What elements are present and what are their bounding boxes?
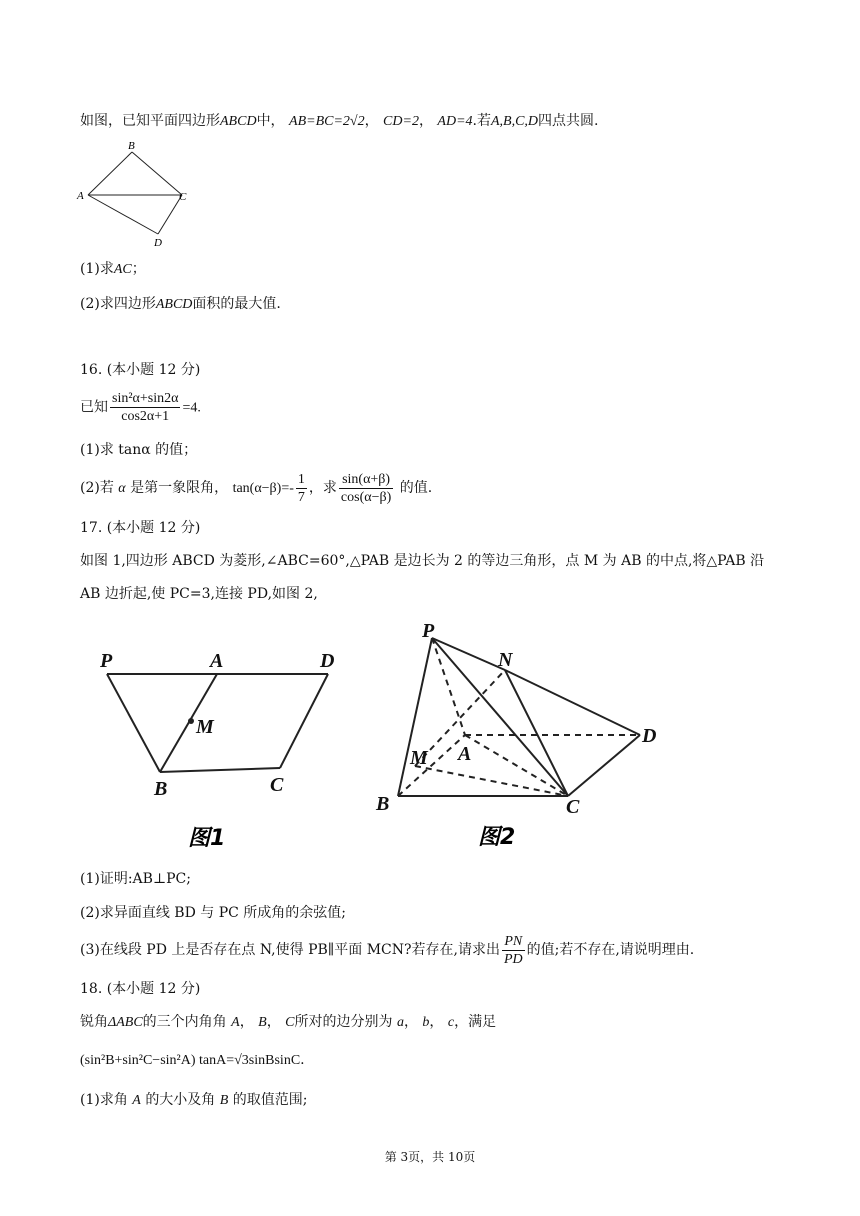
q18-stem-text-a: 锐角 xyxy=(80,1014,108,1030)
page-footer: 第 3页，共 10页 xyxy=(384,1150,476,1164)
q16-part2-end: 的值. xyxy=(399,480,433,496)
q16-given-numerator: sin²α+sin2α xyxy=(112,391,179,406)
q15-part2-quad: ABCD xyxy=(155,297,193,312)
fig1-label-B: B xyxy=(154,778,168,800)
fig2-label-M: M xyxy=(410,747,428,769)
q15-stem-text-d: ， xyxy=(418,113,433,129)
q15-stem-text-e: .若 xyxy=(472,113,491,129)
q16-part2-text-a: (2)若 xyxy=(80,480,114,496)
q18-part1 xyxy=(80,1090,308,1111)
q18-equation xyxy=(80,1050,305,1071)
q16-part2-alpha: α xyxy=(118,481,126,496)
q17-part3-text-b: 的值;若不存在,请说明理由. xyxy=(526,942,695,958)
q17-part1: (1)证明:AB⊥PC; xyxy=(80,871,191,887)
q18-side-c: c xyxy=(447,1015,455,1030)
q18-equation-end: . xyxy=(300,1052,305,1068)
q17-part3-denominator: PD xyxy=(503,951,523,967)
fig1-label-D: D xyxy=(320,650,335,672)
q15-stem-text-c: ， xyxy=(364,113,379,129)
q15-cond2: CD=2 xyxy=(383,114,419,129)
q15-stem-text-f: 四点共圆. xyxy=(538,113,599,129)
q15-points: A,B,C,D xyxy=(490,114,539,129)
q17-figure1 xyxy=(90,640,350,865)
q17-part3 xyxy=(80,930,694,970)
q18-stem-text-c: 所对的边分别为 xyxy=(294,1014,393,1030)
q17-part3-fraction xyxy=(502,933,525,968)
q16-part2-text-b: 是第一象限角， xyxy=(130,480,229,496)
q16-part2-tan: tan(α−β)=- xyxy=(232,481,294,496)
q18-part1-text-a: (1)求角 xyxy=(80,1092,128,1108)
q16-part2-fraction xyxy=(339,471,393,506)
q15-part1 xyxy=(80,259,146,280)
q15-cond1: AB=BC=2√2 xyxy=(289,114,365,129)
q18-sep-2: ， xyxy=(266,1014,281,1030)
q15-label-A: A xyxy=(77,190,84,202)
fig1-caption: 图1 xyxy=(188,826,226,851)
q17-stem-line1: 如图 1,四边形 ABCD 为菱形,∠ABC=60°,△PAB 是边长为 2 的等边三角形，点 M 为 AB 的中点,将△PAB 沿 xyxy=(80,553,765,569)
q18-part1-angle-B: B xyxy=(219,1093,229,1108)
q15-part1-text: (1)求 xyxy=(80,261,114,277)
q17-part3-text-a: (3)在线段 PD 上是否存在点 N,使得 PB∥平面 MCN?若存在,请求出 xyxy=(80,942,500,958)
fig2-label-N: N xyxy=(498,649,513,671)
q17-part3-numerator: PN xyxy=(502,933,525,951)
q18-angle-B: B xyxy=(258,1015,267,1030)
q15-quad: ABCD xyxy=(220,114,257,129)
q17-figure2 xyxy=(370,618,700,863)
q16-part2-seventh-num: 1 xyxy=(297,471,305,487)
q16-given xyxy=(80,390,201,426)
q18-stem xyxy=(80,1012,496,1033)
fig2-label-P: P xyxy=(422,620,435,642)
q16-part2-denominator: cos(α−β) xyxy=(340,489,392,505)
q18-sep-1: ， xyxy=(239,1014,254,1030)
q16-part2-seventh-den: 7 xyxy=(297,489,305,505)
fig2-label-A: A xyxy=(458,743,472,765)
q18-side-a: a xyxy=(396,1015,404,1030)
fig2-label-C: C xyxy=(566,796,580,818)
q15-stem xyxy=(80,111,598,132)
fig2-caption: 图2 xyxy=(478,825,516,850)
q16-given-eq: =4. xyxy=(182,400,201,416)
fig2-label-B: B xyxy=(376,793,390,815)
q18-triangle: ΔABC xyxy=(108,1015,143,1030)
q16-part2 xyxy=(80,468,432,509)
q16-header: 16. (本小题 12 分) xyxy=(80,362,201,378)
q18-part1-text-b: 的大小及角 xyxy=(145,1092,216,1108)
q16-given-text: 已知 xyxy=(80,399,108,416)
q15-part1-end: ； xyxy=(131,261,146,277)
q16-given-denominator: cos2α+1 xyxy=(121,409,170,424)
q16-part2-text-d: ，求 xyxy=(308,480,337,496)
q16-part2-numerator: sin(α+β) xyxy=(339,471,393,489)
fig1-label-C: C xyxy=(270,774,284,796)
q17-stem-line2: AB 边折起,使 PC=3,连接 PD,如图 2, xyxy=(80,586,318,602)
q16-part2-seventh xyxy=(296,471,307,506)
fig1-label-P: P xyxy=(100,650,113,672)
q18-sep-3: ， xyxy=(403,1014,418,1030)
q16-part1: (1)求 tanα 的值； xyxy=(80,442,198,458)
q16-given-fraction xyxy=(110,390,180,425)
q15-stem-text-b: 中， xyxy=(256,113,285,129)
fig1-label-A: A xyxy=(210,650,224,672)
q18-part1-angle-A: A xyxy=(132,1093,141,1108)
fig2-label-D: D xyxy=(642,725,657,747)
q18-stem-text-b: 的三个内角角 xyxy=(142,1014,227,1030)
q15-label-D: D xyxy=(154,237,162,249)
q15-part1-ac: AC xyxy=(113,262,132,277)
q15-stem-text-a: 如图，已知平面四边形 xyxy=(80,113,220,129)
q18-equation-body: (sin²B+sin²C−sin²A) tanA=√3sinBsinC xyxy=(80,1053,301,1068)
q15-cond3: AD=4 xyxy=(437,114,473,129)
q17-part2: (2)求异面直线 BD 与 PC 所成角的余弦值; xyxy=(80,905,346,921)
q15-part2-text: (2)求四边形 xyxy=(80,296,156,312)
q18-sep-4: ， xyxy=(429,1014,444,1030)
q15-label-B: B xyxy=(128,140,135,152)
q18-stem-text-d: ，满足 xyxy=(454,1014,497,1030)
q17-header: 17. (本小题 12 分) xyxy=(80,520,201,536)
q18-part1-text-c: 的取值范围; xyxy=(232,1092,308,1108)
q18-angle-C: C xyxy=(285,1015,295,1030)
q15-figure xyxy=(74,138,204,250)
q15-label-C: C xyxy=(179,191,187,203)
q15-part2 xyxy=(80,294,281,315)
q18-side-b: b xyxy=(422,1015,430,1030)
q18-angle-A: A xyxy=(231,1015,240,1030)
q15-part2-end: 面积的最大值. xyxy=(192,296,281,312)
fig1-label-M: M xyxy=(196,716,214,738)
q18-header: 18. (本小题 12 分) xyxy=(80,981,201,997)
